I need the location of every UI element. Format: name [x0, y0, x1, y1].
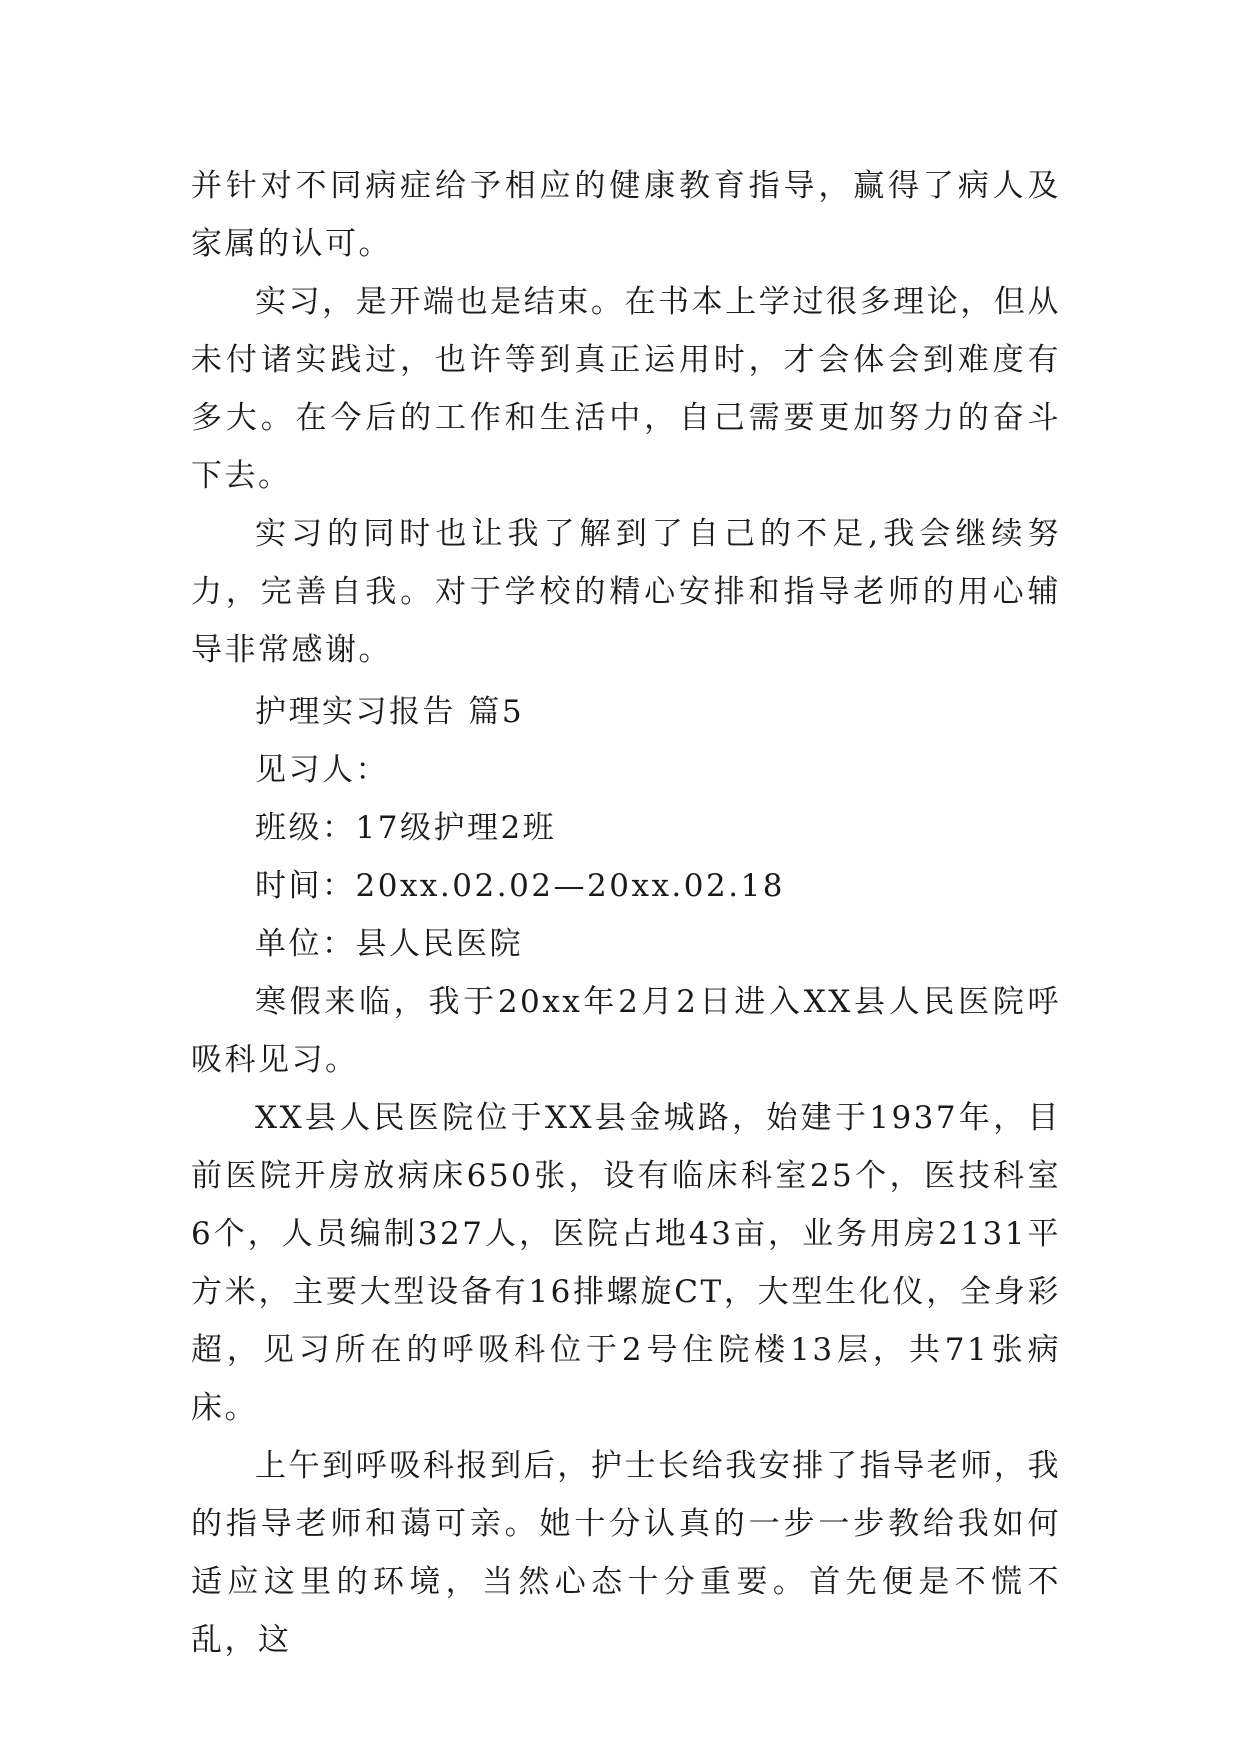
info-observer: 见习人：	[255, 752, 389, 788]
paragraph: 寒假来临，我于20xx年2月2日进入XX县人民医院呼吸科见习。	[191, 984, 1061, 1078]
paragraph: 并针对不同病症给予相应的健康教育指导，赢得了病人及家属的认可。	[191, 168, 1061, 262]
section-title: 护理实习报告 篇5	[255, 694, 525, 730]
info-time: 时间：20xx.02.02—20xx.02.18	[255, 868, 786, 904]
previous-section-text	[191, 157, 1061, 679]
paragraph: XX县人民医院位于XX县金城路，始建于1937年，目前医院开房放病床650张，设有临床科室25个，医技科室6个，人员编制327人，医院占地43亩，业务用房2131平方米，主要大型设备有16排螺旋CT，大型生化仪，全身彩超，见习所在的呼吸科位于2号住院楼13层，共71张病床。	[191, 1100, 1061, 1426]
paragraph: 上午到呼吸科报到后，护士长给我安排了指导老师，我的指导老师和蔼可亲。她十分认真的一步一步教给我如何适应这里的环境，当然心态十分重要。首先便是不慌不乱，这	[191, 1448, 1061, 1658]
report-section	[191, 683, 1061, 1669]
info-unit: 单位：县人民医院	[255, 926, 523, 962]
paragraph: 实习，是开端也是结束。在书本上学过很多理论，但从未付诸实践过，也许等到真正运用时，才会体会到难度有多大。在今后的工作和生活中，自己需要更加努力的奋斗下去。	[191, 284, 1061, 494]
paragraph: 实习的同时也让我了解到了自己的不足,我会继续努力，完善自我。对于学校的精心安排和指导老师的用心辅导非常感谢。	[191, 516, 1061, 668]
info-class: 班级：17级护理2班	[255, 810, 557, 846]
